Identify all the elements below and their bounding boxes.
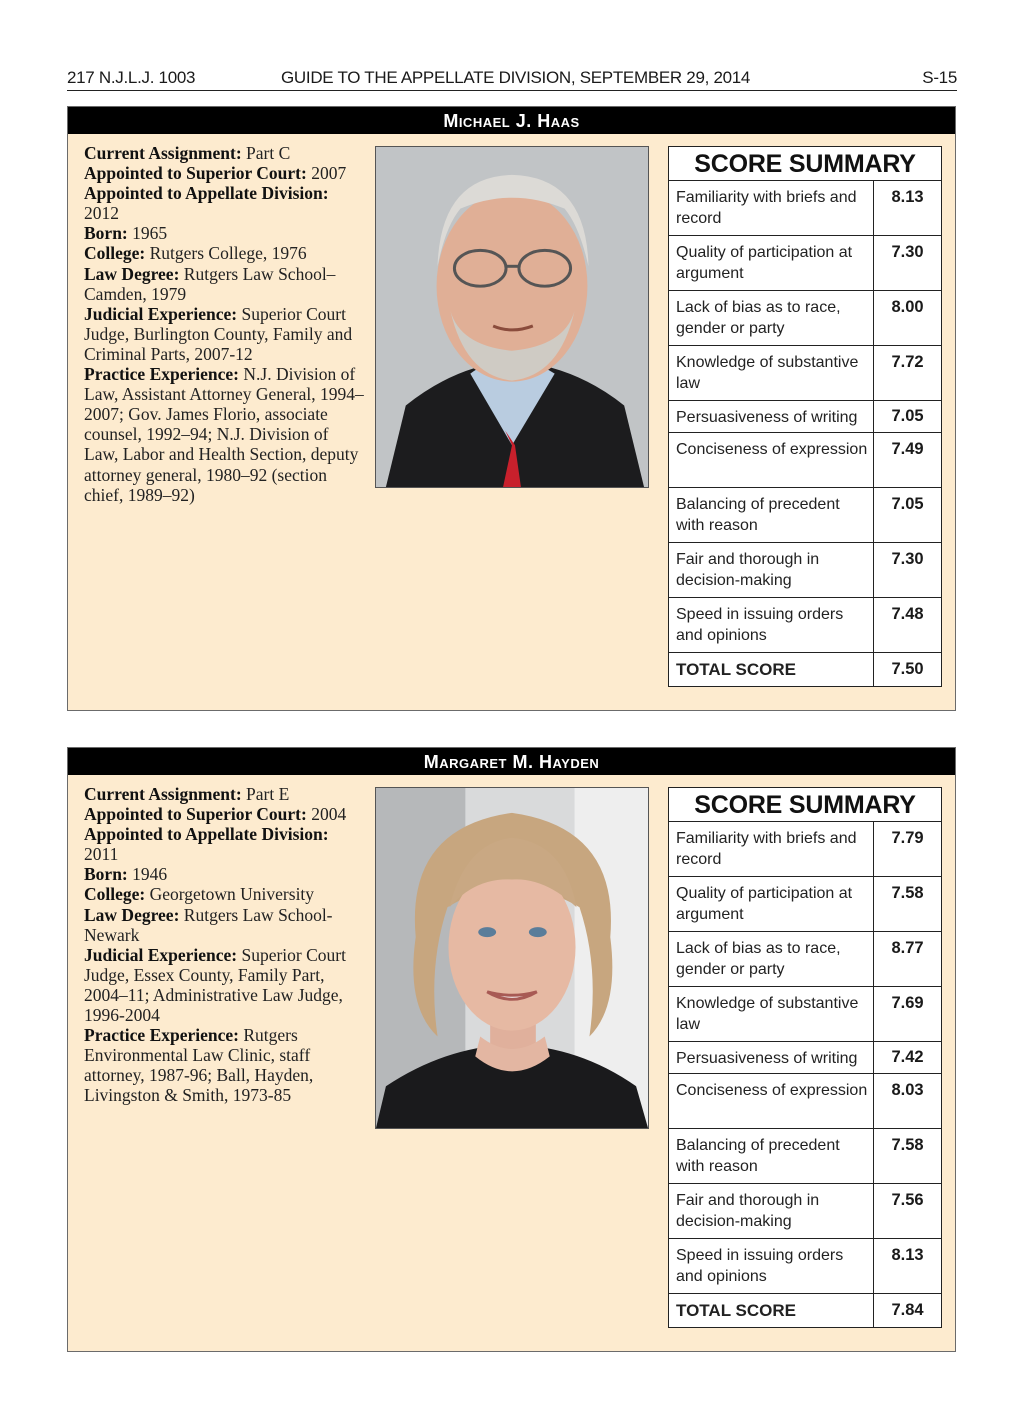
bio-label: Practice Experience: — [84, 1025, 239, 1046]
score-summary — [668, 787, 942, 1328]
total-score-value: 7.50 — [873, 653, 941, 686]
bio-label: Judicial Experience: — [84, 944, 238, 965]
bio-value: 2011 — [84, 844, 119, 865]
score-value: 8.03 — [873, 1074, 941, 1128]
bio-value: Georgetown University — [145, 884, 315, 905]
score-row — [669, 1129, 941, 1184]
score-row — [669, 1239, 941, 1294]
score-label: Quality of participation at argument — [676, 885, 853, 923]
score-row — [669, 346, 941, 401]
total-score-row — [669, 1294, 941, 1327]
score-value: 8.00 — [873, 291, 941, 345]
total-score-label: TOTAL SCORE — [676, 1301, 796, 1320]
score-row — [669, 598, 941, 653]
score-label: Fair and thorough in decision-making — [676, 1192, 820, 1230]
bio-label: Born: — [84, 864, 128, 885]
score-label: Speed in issuing orders and opinions — [676, 606, 844, 644]
score-row — [669, 236, 941, 291]
score-label: Quality of participation at argument — [676, 244, 853, 282]
score-label: Knowledge of substantive law — [676, 354, 859, 392]
bio-label: College: — [84, 884, 146, 905]
score-row — [669, 1042, 941, 1074]
score-value: 7.30 — [873, 543, 941, 597]
score-label: Conciseness of expression — [676, 441, 868, 458]
bio-value: Part E — [241, 784, 290, 804]
bio-value: Rutgers Law School–Camden, 1979 — [84, 263, 336, 304]
bio-label: Practice Experience: — [84, 364, 239, 385]
score-row — [669, 1074, 941, 1129]
score-value: 7.05 — [873, 488, 941, 542]
score-label: Speed in issuing orders and opinions — [676, 1247, 844, 1285]
score-value: 8.13 — [873, 1239, 941, 1293]
bio-value: N.J. Division of Law, Assistant Attorney General, 1994–2007; Gov. James Florio, associate counsel, 1992–94; N.J. Division of Law, Labor and Health Section, deputy attorney general, 1980–92 (section chief, 1989–92) — [84, 364, 364, 505]
score-row — [669, 433, 941, 488]
bio-value: Rutgers Environmental Law Clinic, staff attorney, 1987-96; Ball, Hayden, Livingston & Smith, 1973-85 — [84, 1025, 314, 1106]
bio-value: 1965 — [127, 223, 168, 244]
bio-label: Appointed to Superior Court: — [84, 804, 307, 825]
score-summary — [668, 146, 942, 687]
score-value: 7.58 — [873, 877, 941, 931]
bio-value: Superior Court Judge, Burlington County, Family and Criminal Parts, 2007-12 — [84, 303, 353, 364]
score-label: Balancing of precedent with reason — [676, 1137, 840, 1175]
bio-value: Part C — [241, 143, 291, 163]
citation: 217 N.J.L.J. 1003 — [67, 68, 196, 87]
judge-photo — [375, 787, 649, 1129]
judge-name: Michael J. Haas — [68, 107, 955, 134]
score-value: 7.58 — [873, 1129, 941, 1183]
judge-name: Margaret M. Hayden — [68, 748, 955, 775]
score-row — [669, 488, 941, 543]
score-label: Familiarity with briefs and record — [676, 189, 857, 227]
score-label: Balancing of precedent with reason — [676, 496, 840, 534]
judge-bio — [84, 784, 364, 1106]
score-row — [669, 181, 941, 236]
bio-label: Law Degree: — [84, 904, 180, 925]
judge-bio — [84, 143, 364, 505]
score-summary-title: SCORE SUMMARY — [669, 788, 941, 822]
bio-label: Law Degree: — [84, 263, 180, 284]
score-row — [669, 401, 941, 433]
bio-label: Born: — [84, 223, 128, 244]
score-label: Lack of bias as to race, gender or party — [676, 299, 841, 337]
score-value: 7.56 — [873, 1184, 941, 1238]
bio-label: Judicial Experience: — [84, 303, 238, 324]
score-label: Persuasiveness of writing — [676, 1050, 858, 1067]
score-label: Lack of bias as to race, gender or party — [676, 940, 841, 978]
score-value: 7.79 — [873, 822, 941, 876]
bio-value: 2004 — [306, 804, 347, 825]
bio-label: Current Assignment: — [84, 784, 242, 804]
score-row — [669, 291, 941, 346]
total-score-label: TOTAL SCORE — [676, 660, 796, 679]
score-row — [669, 987, 941, 1042]
total-score-value: 7.84 — [873, 1294, 941, 1327]
total-score-row — [669, 653, 941, 686]
bio-value: Superior Court Judge, Essex County, Family Part, 2004–11; Administrative Law Judge, 1996-2004 — [84, 944, 346, 1026]
score-row — [669, 877, 941, 932]
score-value: 7.72 — [873, 346, 941, 400]
page-number: S-15 — [922, 68, 957, 87]
score-value: 8.77 — [873, 932, 941, 986]
score-row — [669, 543, 941, 598]
bio-label: Appointed to Appellate Division: — [84, 824, 329, 845]
publication-title: GUIDE TO THE APPELLATE DIVISION, SEPTEMBER 29, 2014 — [281, 68, 751, 87]
score-value: 8.13 — [873, 181, 941, 235]
score-value: 7.30 — [873, 236, 941, 290]
bio-value: 1946 — [127, 864, 168, 885]
bio-value: 2012 — [84, 203, 119, 224]
bio-label: College: — [84, 243, 146, 264]
score-label: Knowledge of substantive law — [676, 995, 859, 1033]
bio-label: Current Assignment: — [84, 143, 242, 163]
judge-card-hayden — [67, 747, 956, 1352]
judge-card-haas — [67, 106, 956, 711]
score-value: 7.05 — [873, 401, 941, 432]
bio-label: Appointed to Superior Court: — [84, 163, 307, 184]
score-value: 7.69 — [873, 987, 941, 1041]
score-row — [669, 822, 941, 877]
score-label: Fair and thorough in decision-making — [676, 551, 820, 589]
score-value: 7.42 — [873, 1042, 941, 1073]
score-row — [669, 932, 941, 987]
bio-value: Rutgers College, 1976 — [145, 243, 307, 264]
score-value: 7.48 — [873, 598, 941, 652]
judge-photo — [375, 146, 649, 488]
page-header — [67, 66, 957, 91]
bio-value: Rutgers Law School-Newark — [84, 904, 333, 945]
score-label: Conciseness of expression — [676, 1082, 868, 1099]
score-label: Familiarity with briefs and record — [676, 830, 857, 868]
score-value: 7.49 — [873, 433, 941, 487]
score-summary-title: SCORE SUMMARY — [669, 147, 941, 181]
bio-label: Appointed to Appellate Division: — [84, 183, 329, 204]
score-label: Persuasiveness of writing — [676, 409, 858, 426]
bio-value: 2007 — [306, 163, 347, 184]
score-row — [669, 1184, 941, 1239]
